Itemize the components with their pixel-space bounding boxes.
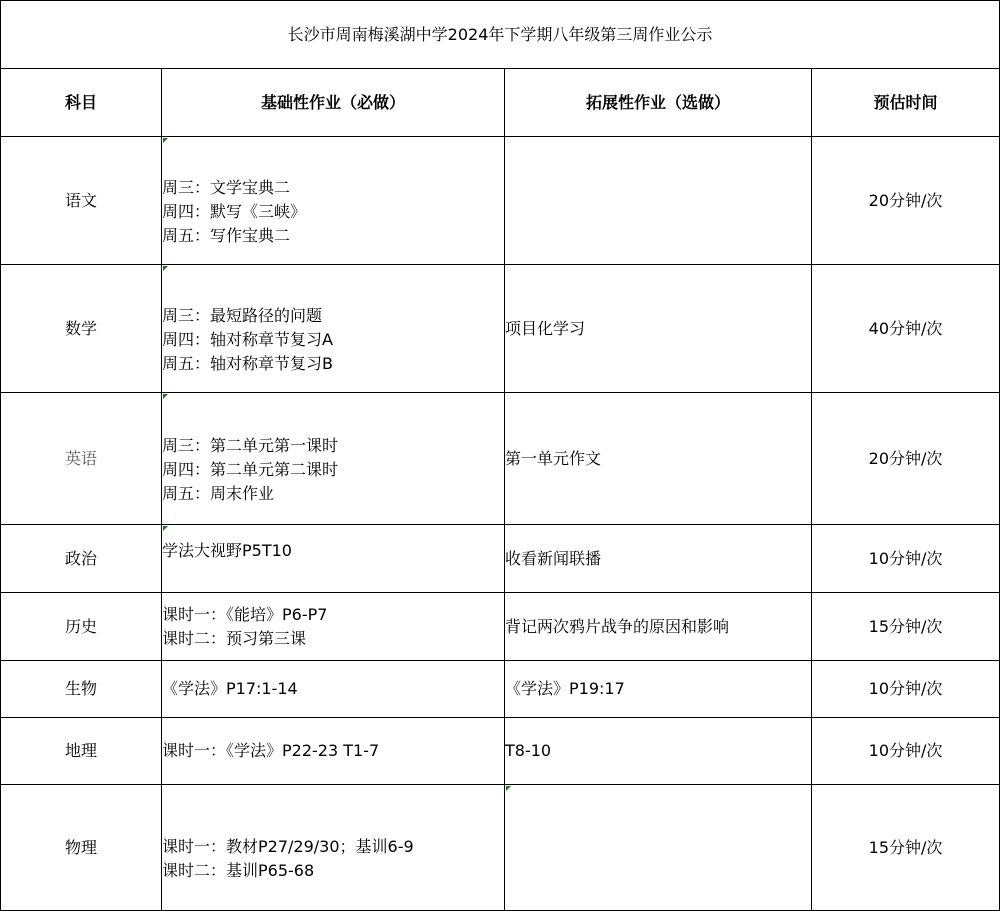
optional-cell: [505, 137, 812, 265]
required-line: 课时二：基训P65-68: [162, 860, 315, 880]
subject-cell: 政治: [1, 525, 162, 593]
required-cell: [162, 718, 505, 785]
subject-cell: 物理: [1, 785, 162, 911]
required-cell: [162, 785, 505, 911]
table-row: [1, 393, 1000, 525]
required-line: 学法大视野P5T10: [162, 541, 292, 560]
table-row: [1, 785, 1000, 911]
required-line: 周三：文学宝典二: [162, 177, 291, 197]
required-line: 《学法》P17:1-14: [162, 679, 298, 698]
table-row: [1, 718, 1000, 785]
cell-comment-marker: [506, 786, 511, 791]
table-row: [1, 661, 1000, 718]
time-cell: 10分钟/次: [812, 661, 1000, 718]
table-row: [1, 525, 1000, 593]
required-cell: [162, 525, 505, 593]
cell-comment-marker: [163, 138, 168, 143]
header-required: 基础性作业（必做）: [162, 69, 505, 137]
title-row: [1, 1, 1000, 69]
required-line: 周五：轴对称章节复习B: [162, 353, 333, 373]
subject-cell: 生物: [1, 661, 162, 718]
time-cell: 15分钟/次: [812, 593, 1000, 661]
optional-cell: [505, 785, 812, 911]
cell-comment-marker: [163, 526, 168, 531]
cell-comment-marker: [163, 266, 168, 271]
required-line: 周三：第二单元第一课时: [162, 435, 339, 455]
time-cell: 40分钟/次: [812, 265, 1000, 393]
optional-cell: 第一单元作文: [505, 393, 812, 525]
subject-cell: 历史: [1, 593, 162, 661]
header-subject: 科目: [1, 69, 162, 137]
required-cell: [162, 265, 505, 393]
required-line: 周五：写作宝典二: [162, 225, 291, 245]
time-cell: 15分钟/次: [812, 785, 1000, 911]
required-line: 课时一：教材P27/29/30；基训6-9: [162, 836, 414, 856]
optional-cell: 《学法》P19:17: [505, 661, 812, 718]
header-optional: 拓展性作业（选做）: [505, 69, 812, 137]
required-cell: [162, 661, 505, 718]
header-time: 预估时间: [812, 69, 1000, 137]
table-row: [1, 265, 1000, 393]
required-line: 课时一：《学法》P22-23 T1-7: [162, 741, 380, 760]
time-cell: 20分钟/次: [812, 393, 1000, 525]
required-cell: [162, 393, 505, 525]
optional-cell: 收看新闻联播: [505, 525, 812, 593]
table-row: [1, 137, 1000, 265]
header-row: [1, 69, 1000, 137]
required-line: 周四：默写《三峡》: [162, 201, 307, 221]
subject-cell: 地理: [1, 718, 162, 785]
required-line: 周四：轴对称章节复习A: [162, 329, 333, 349]
required-line: 周四：第二单元第二课时: [162, 459, 339, 479]
subject-cell: 语文: [1, 137, 162, 265]
sheet-title: 长沙市周南梅溪湖中学2024年下学期八年级第三周作业公示: [1, 1, 1000, 69]
time-cell: 20分钟/次: [812, 137, 1000, 265]
optional-cell: 背记两次鸦片战争的原因和影响: [505, 593, 812, 661]
required-line: 周三：最短路径的问题: [162, 305, 323, 325]
required-cell: [162, 137, 505, 265]
required-cell: [162, 593, 505, 661]
table-row: [1, 593, 1000, 661]
optional-cell: 项目化学习: [505, 265, 812, 393]
required-line: 周五：周末作业: [162, 483, 275, 503]
optional-cell: T8-10: [505, 718, 812, 785]
subject-cell: 英语: [1, 393, 162, 525]
required-line: 课时一：《能培》P6-P7: [162, 604, 328, 624]
required-line: 课时二：预习第三课: [162, 628, 307, 648]
time-cell: 10分钟/次: [812, 525, 1000, 593]
time-cell: 10分钟/次: [812, 718, 1000, 785]
subject-cell: 数学: [1, 265, 162, 393]
cell-comment-marker: [163, 394, 168, 399]
